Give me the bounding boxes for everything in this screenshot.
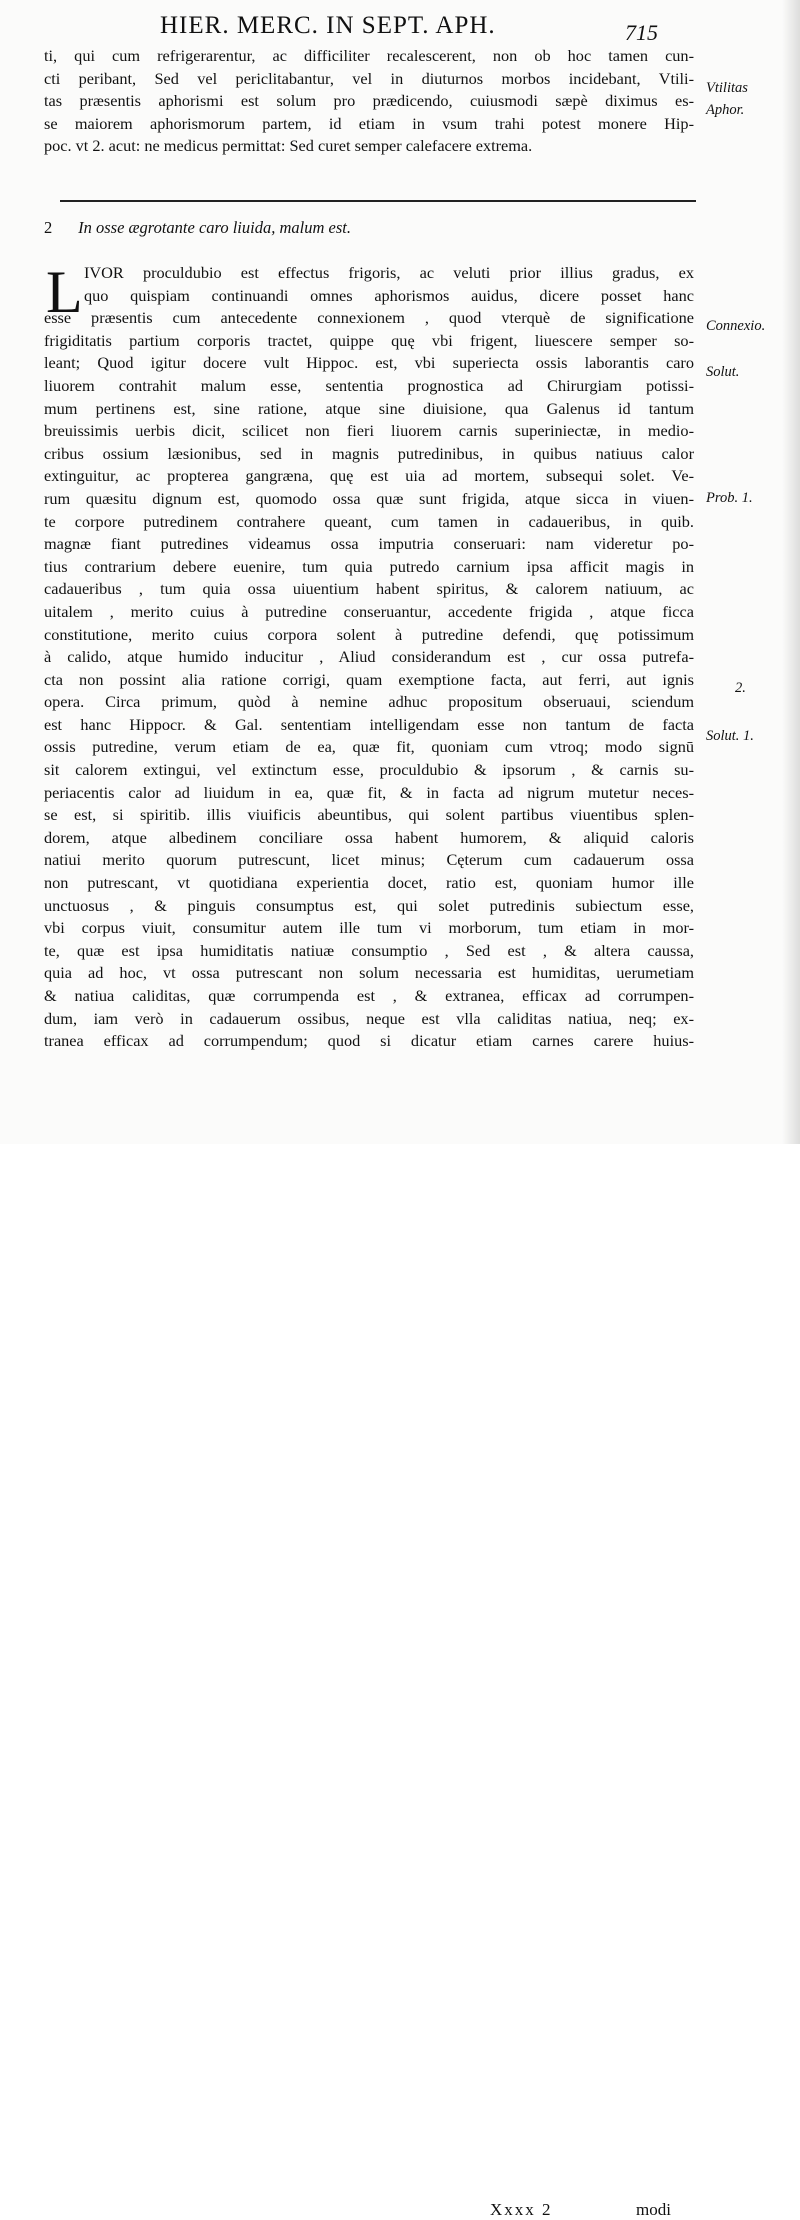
commentary-paragraph — [44, 259, 694, 1053]
text-line: quo quispiam continuandi omnes aphorismos auidus, dicere posset hanc — [84, 285, 694, 305]
continuation-paragraph — [44, 45, 694, 158]
text-line: cadaueribus , tum quia ossa uiuentium habent spiritus, & calorem natiuum, ac — [44, 579, 694, 599]
text-line: tas præsentis aphorismi est solum pro prædicendo, cuiusmodi sæpè diximus es- — [44, 91, 694, 111]
text-line: leant; Quod igitur docere vult Hippoc. est, vbi superiecta ossis laborantis caro — [44, 353, 694, 373]
text-line: tranea efficax ad corrumpendum; quod si dicatur etiam carnes carere huius- — [44, 1031, 694, 1051]
text-line: non putrescant, vt quotidiana experientia docet, ratio est, quoniam humor ille — [44, 873, 694, 893]
text-line: frigiditatis partium corporis tractet, quippe quę vbi frigent, liuescere semper so- — [44, 330, 694, 350]
margin-note-2: 2. — [735, 680, 746, 696]
text-line: est hanc Hippocr. & Gal. sententiam intelligendam esse non tantum de facta — [44, 714, 694, 734]
margin-note-solut-1: Solut. 1. — [706, 728, 754, 744]
text-line: magnæ fiant putredines videamus ossa imputria conseruari: nam videretur po- — [44, 534, 694, 554]
text-line: cta non possint alia ratione corrigi, quam exemptione facta, aut ferri, aut ignis — [44, 669, 694, 689]
text-line: unctuosus , & pinguis consumptus est, qui solet putredinis subiectum esse, — [44, 895, 694, 915]
text-line: esse præsentis cum antecedente connexionem , quod vterquè de significatione — [44, 308, 694, 328]
margin-note-prob-1: Prob. 1. — [706, 490, 753, 506]
text-line: extinguitur, ac propterea gangræna, quę est uia ad mortem, subsequi solet. Ve- — [44, 466, 694, 486]
text-line: liuorem contrahit malum esse, sententia prognostica ad Chirurgiam potissi- — [44, 375, 694, 395]
text-line: natiui merito quorum putrescunt, licet minus; Cęterum cum cadauerum ossa — [44, 850, 694, 870]
aphorism-number: 2 — [44, 218, 53, 237]
text-line: dum, iam verò in cadauerum ossibus, neque est vlla caliditas natiua, neq; ex- — [44, 1008, 694, 1028]
margin-note-connexio: Connexio. — [706, 318, 766, 334]
text-line: à calido, atque humido inducitur , Aliud considerandum est , cur ossa putrefa- — [44, 647, 694, 667]
page-header — [0, 6, 800, 46]
text-line: se est, si spiritib. illis viuificis abeuntibus, qui solent partibus viuentibus splen- — [44, 805, 694, 825]
page-number: 715 — [625, 20, 658, 45]
page-edge-shadow — [782, 0, 800, 1144]
text-line: uitalem , merito cuius à putredine conseruantur, accedente frigida , atque ficca — [44, 601, 694, 621]
text-line: poc. vt 2. acut: ne medicus permittat: Sed curet semper calefacere extrema. — [44, 136, 533, 156]
text-line: constitutione, merito cuius corpora solent à putredine defendi, quę potissimum — [44, 624, 694, 644]
text-line: quia ad hoc, vt ossa putrescant non solum necessaria est humiditas, uerumetiam — [44, 963, 694, 983]
aphorism-heading — [44, 218, 351, 238]
text-line: breuissimis uerbis dicit, scilicet non fieri liuorem carnis superiniectæ, in medio- — [44, 421, 694, 441]
catchword: modi — [636, 2200, 671, 2219]
text-line: cti peribant, Sed vel periclitabantur, vel in diuturnos morbos incidebant, Vtili- — [44, 68, 694, 88]
text-line: ossis putredine, verum etiam de ea, quæ fit, quoniam cum vtroq; modo signū — [44, 737, 694, 757]
text-line: & natiua caliditas, quæ corrumpenda est , & extranea, efficax ad corrumpen- — [44, 986, 694, 1005]
text-line: te corpore putredinem contrahere queant, cum tamen in cadaueribus, in quib. — [44, 511, 694, 531]
running-head: HIER. MERC. IN SEPT. APH. — [160, 12, 496, 39]
margin-note-solut: Solut. — [706, 364, 740, 380]
text-line: se maiorem aphorismorum partem, id etiam in vsum trahi potest monere Hip- — [44, 113, 694, 133]
signature-mark: Xxxx 2 — [490, 2200, 553, 2219]
text-line: dorem, atque albedinem conciliare ossa habent humorem, & aliquid caloris — [44, 827, 694, 847]
text-line: tius contrarium debere euenire, tum quia putredo carnium ipsa afficit magis in — [44, 556, 694, 576]
text-line: opera. Circa primum, quòd à nemine adhuc propositum obseruaui, sciendum — [44, 692, 694, 712]
text-line: periacentis calor ad liuidum in ea, quæ fit, & in facta ad nigrum mutetur neces- — [44, 782, 694, 802]
text-line: IVOR proculdubio est effectus frigoris, ac veluti prior illius gradus, ex — [84, 263, 694, 282]
margin-note-utilitas: Vtilitas — [706, 80, 748, 96]
text-line: vbi corpus viuit, consumitur autem ille tum vi morborum, tum etiam in mor- — [44, 918, 694, 938]
aphorism-text: In osse ægrotante caro liuida, malum est. — [78, 218, 351, 237]
text-line: sit calorem extingui, vel extinctum esse, proculdubio & ipsorum , & carnis su- — [44, 760, 694, 780]
text-line: ti, qui cum refrigerarentur, ac difficiliter recalescerent, non ob hoc tamen cun- — [44, 46, 694, 65]
margin-note-aphor: Aphor. — [706, 102, 745, 118]
text-line: cribus ossium læsionibus, sed in magnis putredinibus, in quibus natiuus calor — [44, 443, 694, 463]
section-rule — [60, 200, 696, 202]
text-line: te, quæ est ipsa humiditatis natiuæ consumptio , Sed est , & altera caussa, — [44, 940, 694, 960]
text-line: rum quæsitu dignum est, quomodo ossa quæ sunt frigida, atque sicca in viuen- — [44, 488, 694, 508]
drop-cap: L — [46, 259, 83, 325]
page-footer — [0, 1100, 800, 2219]
text-line: mum pertinens est, sine ratione, atque sine diuisione, qua Galenus id tantum — [44, 398, 694, 418]
